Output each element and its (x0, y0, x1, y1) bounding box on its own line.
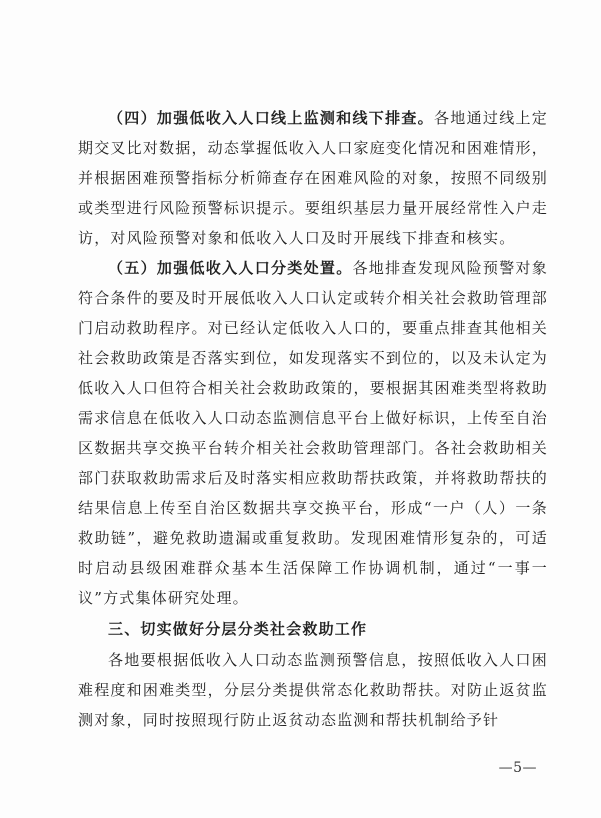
paragraph-4-heading: （四）加强低收入人口线上监测和线下排查。 (108, 109, 434, 127)
paragraph-4 (78, 103, 548, 253)
section-3-paragraph: 各地要根据低收入人口动态监测预警信息，按照低收入人口困难程度和困难类型，分层分类提供常态化救助帮扶。对防止返贫监测对象，同时按照现行防止返贫动态监测和帮扶机制给予针 (78, 651, 548, 729)
section-3-heading: 三、切实做好分层分类社会救助工作 (108, 620, 368, 638)
paragraph-4-text: 各地通过线上定期交叉比对数据，动态掌握低收入人口家庭变化情况和困难情形，并根据困难预警指标分析筛查存在困难风险的对象，按照不同级别或类型进行风险预警标识提示。要组织基层力量开展经常性入户走访，对风险预警对象和低收入人口及时开展线下排查和核实。 (78, 109, 548, 247)
paragraph-5 (78, 253, 548, 613)
paragraph-5-text: 各地排查发现风险预警对象符合条件的要及时开展低收入人口认定或转介相关社会救助管理部门启动救助程序。对已经认定低收入人口的，要重点排查其他相关社会救助政策是否落实到位，如发现落实不到位的，以及未认定为低收入人口但符合相关社会救助政策的，要根据其困难类型将救助需求信息在低收入人口动态监测信息平台上做好标识，上传至自治区数据共享交换平台转介相关社会救助管理部门。各社会救助相关部门获取救助需求后及时落实相应救助帮扶政策，并将救助帮扶的结果信息上传至自治区数据共享交换平台，形成“一户（人）一条救助链”，避免救助遗漏或重复救助。发现困难情形复杂的，可适时启动县级困难群众基本生活保障工作协调机制，通过“一事一议”方式集体研究处理。 (78, 259, 548, 607)
paragraph-5-heading: （五）加强低收入人口分类处置。 (108, 259, 353, 277)
page-number: —5— (498, 760, 537, 776)
document-body (78, 103, 548, 735)
